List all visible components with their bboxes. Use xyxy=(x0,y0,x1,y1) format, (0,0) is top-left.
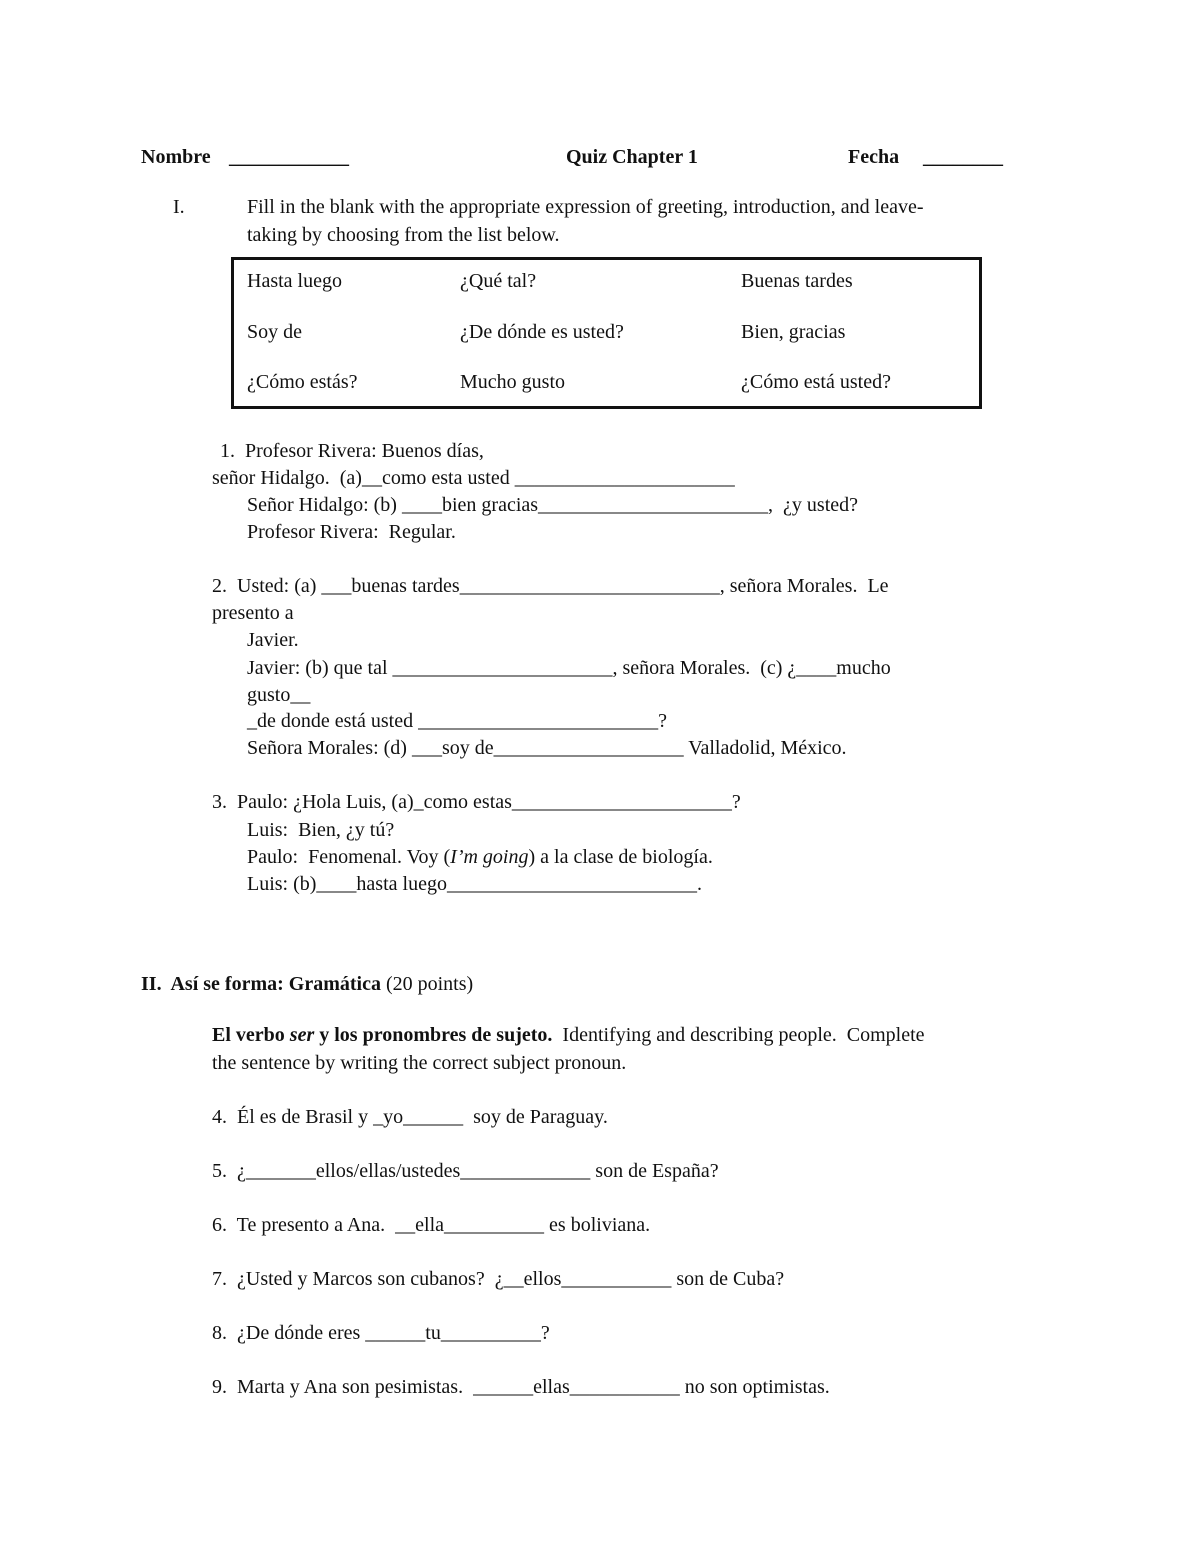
grammar-item[interactable]: 6. Te presento a Ana. __ella__________ es boliviana. xyxy=(212,1214,651,1236)
section-2-subheading-line-2: the sentence by writing the correct subject pronoun. xyxy=(212,1052,627,1074)
nombre-label: Nombre xyxy=(141,146,211,168)
dialogue-2-line: presento a xyxy=(212,602,294,624)
subheading-bold-italic: ser xyxy=(289,1024,315,1046)
section-1-number: I. xyxy=(173,196,185,218)
dialogue-1-line: Profesor Rivera: Regular. xyxy=(247,521,456,543)
dialogue-3-line xyxy=(247,844,713,870)
section-2-heading xyxy=(141,971,473,997)
dialogue-3-text: ) a la clase de biología. xyxy=(528,846,713,868)
word-bank-item: ¿Cómo está usted? xyxy=(741,371,891,393)
subheading-bold: y los pronombres de sujeto. xyxy=(314,1024,553,1046)
subheading-bold: El verbo xyxy=(212,1024,290,1046)
dialogue-2-line: Javier. xyxy=(247,629,299,651)
dialogue-3-italic-text: I’m going xyxy=(450,846,529,868)
dialogue-2-line[interactable]: gusto__ xyxy=(247,684,311,706)
grammar-item[interactable]: 9. Marta y Ana son pesimistas. ______ellas___________ no son optimistas. xyxy=(212,1376,830,1398)
section-2-heading-points: (20 points) xyxy=(380,973,474,995)
fecha-blank[interactable]: ________ xyxy=(923,146,1003,168)
subheading-text: Identifying and describing people. Complete xyxy=(552,1024,925,1046)
dialogue-1-line[interactable]: señor Hidalgo. (a)__como esta usted ______________________ xyxy=(212,467,735,489)
word-bank-item: ¿Cómo estás? xyxy=(247,371,358,393)
word-bank-item: Hasta luego xyxy=(247,270,342,292)
grammar-item[interactable]: 4. Él es de Brasil y _yo______ soy de Paraguay. xyxy=(212,1106,608,1128)
word-bank-item: ¿Qué tal? xyxy=(460,270,537,292)
dialogue-2-line[interactable]: _de donde está usted ________________________? xyxy=(247,710,667,732)
grammar-item[interactable]: 5. ¿_______ellos/ellas/ustedes_____________ son de España? xyxy=(212,1160,719,1182)
dialogue-2-line[interactable]: Señora Morales: (d) ___soy de___________________ Valladolid, México. xyxy=(247,737,847,759)
section-2-subheading xyxy=(212,1022,925,1048)
dialogue-1-line[interactable]: Señor Hidalgo: (b) ____bien gracias_______________________, ¿y usted? xyxy=(247,494,859,516)
nombre-blank[interactable]: ____________ xyxy=(229,146,349,168)
grammar-item[interactable]: 8. ¿De dónde eres ______tu__________? xyxy=(212,1322,550,1344)
word-bank-item: Soy de xyxy=(247,321,302,343)
dialogue-1-line: 1. Profesor Rivera: Buenos días, xyxy=(220,440,484,462)
dialogue-3-line[interactable]: Luis: (b)____hasta luego_________________________. xyxy=(247,873,702,895)
dialogue-3-line: Luis: Bien, ¿y tú? xyxy=(247,819,395,841)
dialogue-3-text: Paulo: Fenomenal. Voy ( xyxy=(247,846,451,868)
dialogue-3-line[interactable]: 3. Paulo: ¿Hola Luis, (a)_como estas______________________? xyxy=(212,791,741,813)
dialogue-2-line[interactable]: 2. Usted: (a) ___buenas tardes__________________________, señora Morales. Le xyxy=(212,575,889,597)
section-1-instruction-line-2: taking by choosing from the list below. xyxy=(247,224,560,246)
word-bank-item: Bien, gracias xyxy=(741,321,846,343)
dialogue-2-line[interactable]: Javier: (b) que tal ______________________, señora Morales. (c) ¿____mucho xyxy=(247,657,891,679)
word-bank-item: Buenas tardes xyxy=(741,270,853,292)
fecha-label: Fecha xyxy=(848,146,900,168)
word-bank-item: Mucho gusto xyxy=(460,371,565,393)
word-bank-item: ¿De dónde es usted? xyxy=(460,321,624,343)
quiz-title: Quiz Chapter 1 xyxy=(566,146,698,168)
section-2-heading-bold: II. Así se forma: Gramática xyxy=(141,973,381,995)
grammar-item[interactable]: 7. ¿Usted y Marcos son cubanos? ¿__ellos___________ son de Cuba? xyxy=(212,1268,785,1290)
section-1-instruction-line-1: Fill in the blank with the appropriate expression of greeting, introduction, and leave- xyxy=(247,196,924,218)
